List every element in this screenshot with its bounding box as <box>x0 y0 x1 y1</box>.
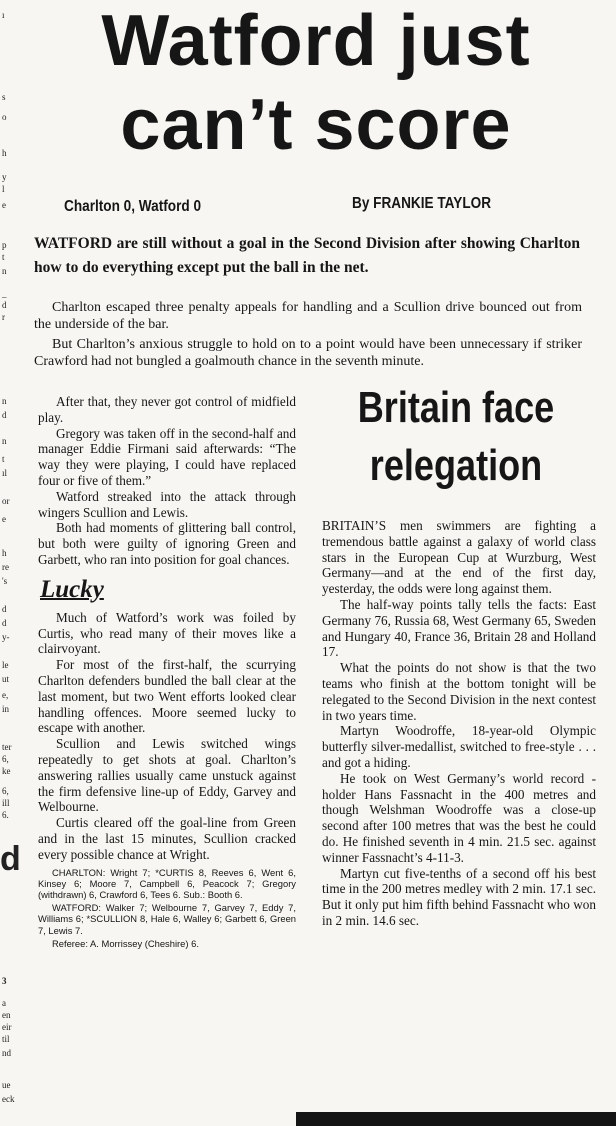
gutter-fragment: 6, <box>2 754 9 764</box>
team-watford: WATFORD: Walker 7; Welbourne 7, Garvey 7, Eddy 7, Williams 6; *SCULLION 8, Hale 6, Walley 6; Garbett 6, Green 7, Lewis 7. <box>38 902 296 936</box>
second-story-body <box>322 518 596 929</box>
gutter-fragment: ill <box>2 798 10 808</box>
paragraph: Scullion and Lewis switched wings repeatedly to get shots at goal. Charlton’s answering rallies usually came unstuck against the firm defensive line-up of Eddy, Garvey and Welbourne. <box>38 736 296 815</box>
gutter-fragment: n <box>2 266 7 276</box>
headline <box>18 1 614 165</box>
gutter-fragment: in <box>2 704 10 714</box>
gutter-fragment: 6, <box>2 786 9 796</box>
paragraph: For most of the first-half, the scurrying Charlton defenders bundled the ball clear at the last moment, but two Went efforts looked clear handling offences. Moore seemed lucky to escape with another. <box>38 657 296 736</box>
gutter-fragment: d <box>2 618 7 628</box>
team-charlton: CHARLTON: Wright 7; *CURTIS 8, Reeves 6, Went 6, Kinsey 6; Moore 7, Campbell 6, Peacock 7; Gregory (withdrawn) 6, Crawford 6, Tees 6. Sub.: Booth 6. <box>38 866 296 900</box>
paragraph: Martyn Woodroffe, 18-year-old Olympic butterfly silver-medallist, switched to free-style . . . and got a hiding. <box>322 723 596 770</box>
paragraph: BRITAIN’S men swimmers are fighting a tremendous battle against a galaxy of world class stars in the European Cup at Wurzburg, West Germany—and at the end of the first day, yesterday, the odds were long against them. <box>322 518 596 597</box>
second-story <box>316 382 596 492</box>
paragraph: After that, they never got control of midfield play. <box>38 394 296 425</box>
gutter-fragment: 's <box>2 576 8 586</box>
gutter-fragment: t <box>2 252 5 262</box>
gutter-fragment: e <box>2 514 6 524</box>
gutter-fragment: ıl <box>2 468 8 478</box>
lead-paragraph <box>34 232 580 279</box>
gutter-fragment: ut <box>2 674 10 684</box>
gutter-fragment: ter <box>2 742 12 752</box>
crosshead: Lucky <box>40 575 104 603</box>
paragraph: But Charlton’s anxious struggle to hold on to a point would have been unnecessary if striker Crawford had not bungled a goalmouth chance in the seventh minute. <box>34 337 582 369</box>
second-story-headline <box>341 382 571 492</box>
second-headline-line-1: Britain face <box>357 383 555 432</box>
paragraph: Watford streaked into the attack through wingers Scullion and Lewis. <box>38 488 296 520</box>
gutter-fragment: n <box>2 436 7 446</box>
gutter-fragment: y <box>2 172 7 182</box>
team-lineups <box>38 867 296 949</box>
gutter-fragment: til <box>2 1034 10 1044</box>
gutter-fragment: d <box>2 300 7 310</box>
gutter-fragment: d <box>2 410 7 420</box>
gutter-fragment: n <box>2 396 7 406</box>
paragraph: Much of Watford’s work was foiled by Curtis, who read many of their moves like a clairvoyant. <box>38 609 296 657</box>
wide-paragraphs <box>34 300 582 370</box>
gutter-fragment: eck <box>2 1094 15 1104</box>
gutter-fragment: p <box>2 240 7 250</box>
gutter-fragment: ue <box>2 1080 11 1090</box>
gutter-fragment: e <box>2 200 6 210</box>
gutter-fragment: r <box>2 312 5 322</box>
gutter-fragment: 6. <box>2 810 9 820</box>
gutter-fragment: en <box>2 1010 11 1020</box>
gutter-fragment: 3 <box>2 976 7 986</box>
byline: By FRANKIE TAYLOR <box>352 195 492 212</box>
paragraph: Both had moments of glittering ball control, but both were guilty of ignoring Green and Garbett, who ran into position for goal chances. <box>38 520 296 567</box>
gutter-fragment: l <box>2 184 5 194</box>
gutter-fragment: – <box>2 292 7 302</box>
gutter-fragment: d <box>2 604 7 614</box>
score-line: Charlton 0, Watford 0 <box>64 198 202 215</box>
paragraph: Charlton escaped three penalty appeals for handling and a Scullion drive bounced out from the underside of the bar. <box>34 300 582 332</box>
paragraph: Curtis cleared off the goal-line from Green and in the last 15 minutes, Scullion cracked every possible chance at Wright. <box>38 815 296 862</box>
gutter-fragment: d <box>0 840 21 878</box>
gutter-fragment: s <box>2 92 6 102</box>
gutter-fragment: h <box>2 148 7 158</box>
gutter-fragment: y- <box>2 632 10 642</box>
paragraph: Gregory was taken off in the second-half and manager Eddie Firmani said afterwards: “The way they were playing, I could have replaced four or five of them.” <box>38 425 296 488</box>
second-headline-line-2: relegation <box>369 441 543 490</box>
bottom-rule <box>296 1112 616 1126</box>
lead-text: WATFORD are still without a goal in the Second Division after showing Charlton how to do everything except put the ball in the net. <box>34 235 580 276</box>
headline-line-1: Watford just <box>101 1 531 81</box>
referee-line: Referee: A. Morrissey (Cheshire) 6. <box>52 937 199 949</box>
gutter-fragment: h <box>2 548 7 558</box>
gutter-fragment: o <box>2 112 7 122</box>
gutter-fragment: ke <box>2 766 11 776</box>
gutter-fragment: re <box>2 562 9 572</box>
gutter-fragment: le <box>2 660 9 670</box>
gutter-fragment: eir <box>2 1022 12 1032</box>
gutter-fragment: or <box>2 496 10 506</box>
paragraph: What the points do not show is that the two teams who finish at the bottom tonight will be relegated to the Second Division in the next contest in two years time. <box>322 660 596 723</box>
paragraph: He took on West Germany’s world record - holder Hans Fassnacht in the 400 metres and though Welshman Woodroffe was a close-up second after 100 metres that was the best he could do. He finished seventh in 4 min. 21.5 sec. against winner Fassnacht’s 4-11-3. <box>322 770 596 865</box>
gutter-fragment: nd <box>2 1048 11 1058</box>
gutter-fragment: a <box>2 998 6 1008</box>
headline-line-2: can’t score <box>120 85 512 165</box>
paragraph: Martyn cut five-tenths of a second off his best time in the 200 metres medley with 2 min. 17.1 sec. But it only put him fifth behind Fassnacht who won in 2 min. 14.6 sec. <box>322 865 596 928</box>
left-column <box>38 394 296 949</box>
gutter-fragment: ı <box>2 10 5 20</box>
gutter-fragment: e, <box>2 690 9 700</box>
gutter-fragment: t <box>2 454 5 464</box>
paragraph: The half-way points tally tells the facts: East Germany 76, Russia 68, West Germany 65, Sweden and Hungary 40, France 36, Britain 28 and Holland 17. <box>322 596 596 660</box>
